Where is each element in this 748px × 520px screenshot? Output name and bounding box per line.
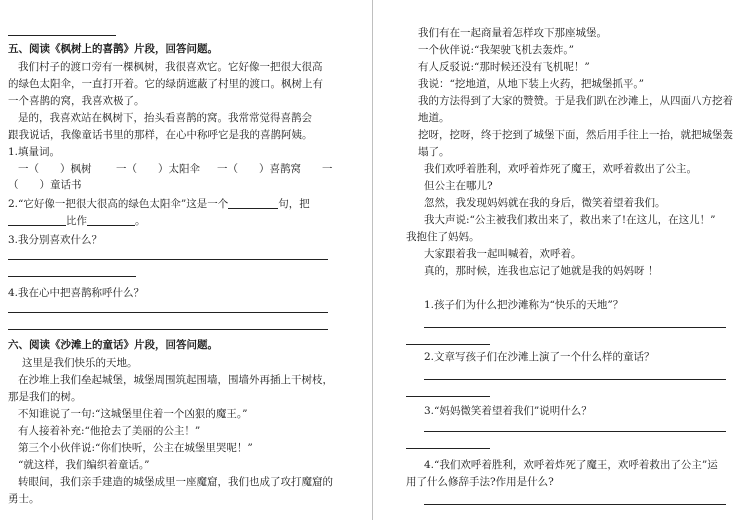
s5-question-4: 4.我在心中把喜鹊称呼什么？ bbox=[8, 287, 145, 299]
q1-blank-book: （ ）童话书 bbox=[8, 179, 82, 191]
q1-blank-umbrella: 一（ ）太阳伞 bbox=[116, 163, 200, 175]
q2-text-a: 2.“它好像一把很大很高的绿色太阳伞”这是一个 bbox=[8, 198, 229, 210]
s6-line: 不知谁说了一句:“这城堡里住着一个凶狠的魔王。” bbox=[18, 408, 248, 420]
story-line: 我们有在一起商量着怎样攻下那座城堡。 bbox=[418, 27, 607, 39]
answer-line[interactable] bbox=[406, 448, 490, 449]
s6-line: “就这样，我们编织着童话。” bbox=[18, 459, 150, 471]
section-6-heading: 六、阅读《沙滩上的童话》片段，回答问题。 bbox=[8, 339, 218, 351]
story-line: 大家跟着我一起叫喊着，欢呼着。 bbox=[424, 248, 582, 260]
story-line: 我们欢呼着胜利，欢呼着炸死了魔王，欢呼着救出了公主。 bbox=[424, 163, 697, 175]
story-line: 真的，那时候，连我也忘记了她就是我的妈妈呀 ！ bbox=[424, 265, 659, 277]
s5-para1-line: 我们村子的渡口旁有一棵枫树，我很喜欢它。它好像一把很大很高 bbox=[18, 61, 323, 73]
answer-line[interactable] bbox=[8, 276, 136, 277]
s5-question-3: 3.我分别喜欢什么？ bbox=[8, 234, 103, 246]
answer-line[interactable] bbox=[424, 327, 726, 328]
s6-question-4: 4.“我们欢呼着胜利，欢呼着炸死了魔王，欢呼着救出了公主”运 bbox=[424, 459, 718, 471]
right-column bbox=[373, 0, 748, 520]
q2-answer-blank[interactable] bbox=[87, 215, 135, 226]
section-5-heading: 五、阅读《枫树上的喜鹊》片段，回答问题。 bbox=[8, 43, 218, 55]
story-line: 但公主在哪儿? bbox=[424, 180, 493, 192]
top-rule bbox=[8, 35, 116, 36]
story-line: 有人反驳说:“那时候还没有飞机呢！” bbox=[418, 61, 590, 73]
s5-question-1: 1.填量词。 bbox=[8, 146, 61, 158]
answer-line[interactable] bbox=[8, 329, 328, 330]
story-line: 我大声说:“公主被我们救出来了，救出来了!在这儿，在这儿！” bbox=[424, 214, 716, 226]
q2-text-b: 句，把 bbox=[278, 198, 310, 210]
s6-question-4-cont: 用了什么修辞手法?作用是什么? bbox=[406, 476, 554, 488]
story-line: 一个伙伴说:“我架驶飞机去轰炸。” bbox=[418, 44, 575, 56]
answer-line[interactable] bbox=[424, 431, 726, 432]
s6-line: 在沙堆上我们垒起城堡，城堡周围筑起围墙，围墙外再插上干树枝， bbox=[18, 374, 333, 386]
s5-para1-line: 一个喜鹊的窝，我喜欢极了。 bbox=[8, 95, 145, 107]
answer-line[interactable] bbox=[406, 396, 490, 397]
s5-para1-line: 的绿色太阳伞，一直打开着。它的绿荫遮蔽了村里的渡口。枫树上有 bbox=[8, 78, 323, 90]
q2-text-c: 比作 bbox=[66, 215, 87, 227]
story-line: 我说：“挖地道，从地下装上火药，把城堡抓平。” bbox=[418, 78, 644, 90]
q2-text-d: 。 bbox=[135, 215, 146, 227]
story-line: 挖呀，挖呀，终于挖到了城堡下面，然后用手往上一抬，就把城堡轰 bbox=[418, 129, 733, 141]
q1-blank-prefix: 一 bbox=[322, 163, 333, 175]
s6-line: 那是我们的树。 bbox=[8, 391, 82, 403]
story-line: 地道。 bbox=[418, 112, 450, 124]
answer-line[interactable] bbox=[8, 259, 328, 260]
q2-answer-blank[interactable] bbox=[228, 198, 278, 209]
q1-blank-tree: 一（ ）枫树 bbox=[18, 163, 92, 175]
left-column bbox=[0, 0, 373, 520]
answer-line[interactable] bbox=[406, 344, 490, 345]
s6-line: 第三个小伙伴说:“你们快听，公主在城堡里哭呢！” bbox=[18, 442, 253, 454]
answer-line[interactable] bbox=[8, 312, 328, 313]
s6-question-2: 2.文章写孩子们在沙滩上演了一个什么样的童话？ bbox=[424, 351, 655, 363]
s6-question-3: 3.“妈妈微笑着望着我们”说明什么？ bbox=[424, 405, 592, 417]
story-line: 我的方法得到了大家的赞赞。于是我们趴在沙滩上，从四面八方挖着 bbox=[418, 95, 733, 107]
story-line: 塌了。 bbox=[418, 146, 450, 158]
s5-para2-line: 是的，我喜欢站在枫树下，抬头看喜鹊的窝。我常常觉得喜鹊会 bbox=[18, 112, 312, 124]
s5-para2-line: 跟我说话，我像童话书里的那样，在心中称呼它是我的喜鹊阿姨。 bbox=[8, 129, 313, 141]
q2-answer-blank[interactable] bbox=[8, 215, 66, 226]
story-line: 我抱住了妈妈。 bbox=[406, 231, 480, 243]
s6-line: 这里是我们快乐的天地。 bbox=[22, 357, 138, 369]
s6-question-1: 1.孩子们为什么把沙滩称为“快乐的天地”？ bbox=[424, 299, 624, 311]
s6-line: 转眼间，我们亲手建造的城堡成里一座魔窟，我们也成了攻打魔窟的 bbox=[18, 476, 333, 488]
s5-question-2 bbox=[8, 197, 310, 211]
answer-line[interactable] bbox=[424, 504, 726, 505]
s6-line: 勇士。 bbox=[8, 493, 40, 505]
q1-blank-nest: 一（ ）喜鹊窝 bbox=[217, 163, 301, 175]
answer-line[interactable] bbox=[424, 379, 726, 380]
story-line: 忽然，我发现妈妈就在我的身后，微笑着望着我们。 bbox=[424, 197, 666, 209]
s5-question-2-cont bbox=[8, 214, 146, 228]
s6-line: 有人接着补充:“他抢去了美丽的公主！” bbox=[18, 425, 201, 437]
